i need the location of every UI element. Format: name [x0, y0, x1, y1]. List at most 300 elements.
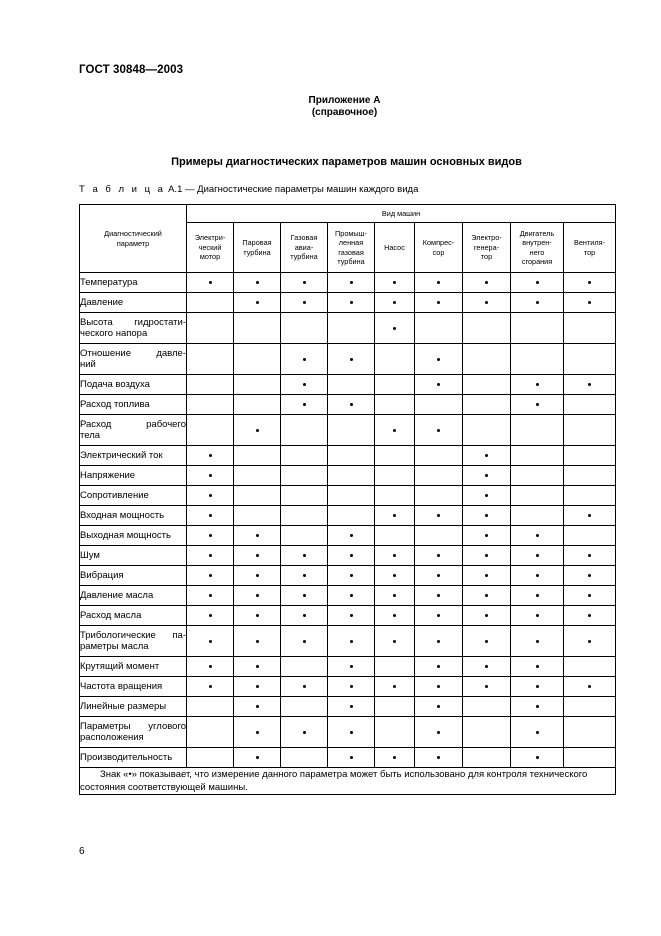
mark-cell [187, 313, 234, 344]
mark-cell [375, 293, 415, 313]
mark-cell [375, 506, 415, 526]
mark-cell [234, 657, 281, 677]
mark-cell [281, 273, 328, 293]
bullet-mark-icon [256, 665, 259, 668]
parameter-line: расположения [80, 732, 144, 743]
parameter-line: Вибрация [80, 570, 124, 581]
bullet-mark-icon [256, 554, 259, 557]
mark-cell [187, 748, 234, 768]
mark-cell [463, 395, 511, 415]
mark-cell [463, 546, 511, 566]
mark-cell [564, 606, 616, 626]
mark-cell [281, 446, 328, 466]
table-row [80, 717, 616, 748]
mark-cell [328, 657, 375, 677]
mark-cell [281, 586, 328, 606]
mark-cell [463, 486, 511, 506]
header-line: Электро- [471, 233, 502, 243]
mark-cell [375, 697, 415, 717]
bullet-mark-icon [393, 301, 396, 304]
machine-column-header [281, 223, 328, 273]
bullet-mark-icon [350, 685, 353, 688]
bullet-mark-icon [209, 281, 212, 284]
mark-cell [375, 344, 415, 375]
parameter-name [80, 546, 187, 566]
table-row [80, 293, 616, 313]
bullet-mark-icon [209, 594, 212, 597]
bullet-mark-icon [588, 594, 591, 597]
mark-cell [415, 697, 463, 717]
mark-cell [281, 697, 328, 717]
mark-cell [187, 566, 234, 586]
mark-cell [234, 293, 281, 313]
mark-cell [415, 748, 463, 768]
mark-cell [415, 526, 463, 546]
bullet-mark-icon [303, 685, 306, 688]
header-line: Компрес- [422, 238, 455, 247]
mark-cell [187, 375, 234, 395]
bullet-mark-icon [209, 640, 212, 643]
mark-cell [328, 466, 375, 486]
bullet-mark-icon [437, 640, 440, 643]
mark-cell [187, 466, 234, 486]
mark-cell [415, 657, 463, 677]
machine-column-header [463, 223, 511, 273]
mark-cell [463, 657, 511, 677]
mark-cell [234, 677, 281, 697]
mark-cell [328, 606, 375, 626]
bullet-mark-icon [437, 429, 440, 432]
parameter-line: Шум [80, 550, 100, 561]
bullet-mark-icon [303, 731, 306, 734]
bullet-mark-icon [588, 301, 591, 304]
parameter-line: Трибологические па- [80, 630, 186, 641]
mark-cell [187, 446, 234, 466]
table-row [80, 546, 616, 566]
parameter-line: тела [80, 430, 101, 441]
table-row [80, 697, 616, 717]
bullet-mark-icon [350, 574, 353, 577]
mark-cell [564, 293, 616, 313]
bullet-mark-icon [437, 705, 440, 708]
bullet-mark-icon [303, 383, 306, 386]
mark-cell [564, 586, 616, 606]
bullet-mark-icon [209, 685, 212, 688]
parameter-name [80, 273, 187, 293]
appendix-title: Приложение А [308, 95, 381, 106]
mark-cell [463, 273, 511, 293]
machine-column-header [375, 223, 415, 273]
bullet-mark-icon [485, 514, 488, 517]
mark-cell [463, 677, 511, 697]
bullet-mark-icon [393, 594, 396, 597]
parameter-line: ний [80, 359, 96, 370]
table-row [80, 486, 616, 506]
header-line: Двигатель [519, 228, 555, 238]
bullet-mark-icon [256, 705, 259, 708]
bullet-mark-icon [209, 574, 212, 577]
machine-column-header [415, 223, 463, 273]
parameter-line: Высота гидростати- [80, 317, 186, 328]
mark-cell [281, 466, 328, 486]
table-row [80, 677, 616, 697]
mark-cell [564, 546, 616, 566]
machine-column-header [564, 223, 616, 273]
bullet-mark-icon [588, 640, 591, 643]
bullet-mark-icon [256, 594, 259, 597]
bullet-mark-icon [256, 685, 259, 688]
bullet-mark-icon [393, 640, 396, 643]
table-row [80, 466, 616, 486]
bullet-mark-icon [209, 494, 212, 497]
bullet-mark-icon [437, 358, 440, 361]
bullet-mark-icon [485, 301, 488, 304]
parameters-table [79, 204, 616, 795]
caption-number: А.1 [168, 184, 183, 195]
mark-cell [463, 748, 511, 768]
mark-cell [187, 606, 234, 626]
bullet-mark-icon [303, 301, 306, 304]
mark-cell [187, 717, 234, 748]
header-line: авиа- [294, 242, 314, 252]
mark-cell [375, 395, 415, 415]
bullet-mark-icon [437, 665, 440, 668]
bullet-mark-icon [437, 301, 440, 304]
mark-cell [234, 626, 281, 657]
mark-cell [415, 717, 463, 748]
parameter-name [80, 748, 187, 768]
mark-cell [463, 566, 511, 586]
bullet-mark-icon [350, 731, 353, 734]
mark-cell [564, 506, 616, 526]
parameter-line: Крутящий момент [80, 661, 160, 672]
parameter-name [80, 626, 187, 657]
mark-cell [564, 748, 616, 768]
parameter-name [80, 466, 187, 486]
mark-cell [463, 586, 511, 606]
mark-cell [328, 526, 375, 546]
mark-cell [564, 486, 616, 506]
bullet-mark-icon [303, 614, 306, 617]
mark-cell [511, 526, 564, 546]
mark-cell [234, 606, 281, 626]
bullet-mark-icon [303, 640, 306, 643]
mark-cell [328, 486, 375, 506]
table-row [80, 446, 616, 466]
header-line: Диагностический [104, 229, 162, 238]
mark-cell [511, 273, 564, 293]
mark-cell [234, 566, 281, 586]
mark-cell [281, 506, 328, 526]
mark-cell [463, 606, 511, 626]
bullet-mark-icon [437, 574, 440, 577]
bullet-mark-icon [303, 403, 306, 406]
parameter-line: Давление масла [80, 590, 154, 601]
mark-cell [234, 466, 281, 486]
header-line: внутрен- [522, 238, 552, 247]
bullet-mark-icon [256, 614, 259, 617]
caption-prefix: Т а б л и ц а [79, 184, 166, 195]
mark-cell [328, 697, 375, 717]
mark-cell [564, 566, 616, 586]
mark-cell [415, 606, 463, 626]
parameter-line: Давление [80, 297, 124, 308]
bullet-mark-icon [350, 358, 353, 361]
mark-cell [511, 626, 564, 657]
bullet-mark-icon [393, 429, 396, 432]
mark-cell [328, 677, 375, 697]
header-line: Газовая [290, 233, 318, 243]
mark-cell [234, 748, 281, 768]
mark-cell [511, 375, 564, 395]
mark-cell [281, 748, 328, 768]
bullet-mark-icon [393, 574, 396, 577]
mark-cell [463, 697, 511, 717]
parameter-line: Выходная мощность [80, 530, 171, 541]
mark-cell [281, 486, 328, 506]
mark-cell [564, 657, 616, 677]
mark-cell [415, 344, 463, 375]
bullet-mark-icon [350, 705, 353, 708]
parameter-line: Расход рабочего [80, 419, 186, 430]
mark-cell [328, 344, 375, 375]
mark-cell [375, 313, 415, 344]
bullet-mark-icon [350, 594, 353, 597]
bullet-mark-icon [209, 474, 212, 477]
table-caption [79, 184, 418, 195]
mark-cell [463, 375, 511, 395]
mark-cell [281, 717, 328, 748]
header-line: параметр [116, 238, 150, 248]
bullet-mark-icon [393, 514, 396, 517]
mark-cell [511, 395, 564, 415]
header-line: тор [583, 247, 596, 257]
mark-cell [328, 293, 375, 313]
parameter-name [80, 313, 187, 344]
parameter-name [80, 677, 187, 697]
bullet-mark-icon [437, 756, 440, 759]
header-line: турбина [243, 247, 271, 257]
parameter-name [80, 657, 187, 677]
bullet-mark-icon [536, 534, 539, 537]
header-line: Промыш- [335, 228, 367, 238]
parameter-name [80, 717, 187, 748]
mark-cell [511, 586, 564, 606]
mark-cell [375, 546, 415, 566]
mark-cell [564, 313, 616, 344]
bullet-mark-icon [485, 640, 488, 643]
bullet-mark-icon [437, 614, 440, 617]
mark-cell [187, 506, 234, 526]
bullet-mark-icon [437, 685, 440, 688]
mark-cell [234, 486, 281, 506]
bullet-mark-icon [256, 429, 259, 432]
mark-cell [281, 375, 328, 395]
mark-cell [564, 677, 616, 697]
parameter-name [80, 486, 187, 506]
mark-cell [328, 748, 375, 768]
bullet-mark-icon [536, 614, 539, 617]
mark-cell [328, 566, 375, 586]
bullet-mark-icon [350, 301, 353, 304]
mark-cell [234, 344, 281, 375]
mark-cell [281, 566, 328, 586]
mark-cell [187, 526, 234, 546]
bullet-mark-icon [588, 514, 591, 517]
table-row [80, 415, 616, 446]
bullet-mark-icon [350, 281, 353, 284]
table-row [80, 606, 616, 626]
bullet-mark-icon [437, 514, 440, 517]
note-text: Знак «•» показывает, что измерение данного параметра может быть использовано для контроля технического состояния соответствующей машины. [80, 769, 588, 793]
mark-cell [234, 586, 281, 606]
mark-cell [564, 626, 616, 657]
mark-cell [187, 546, 234, 566]
mark-cell [415, 506, 463, 526]
bullet-mark-icon [536, 685, 539, 688]
bullet-mark-icon [485, 665, 488, 668]
bullet-mark-icon [209, 514, 212, 517]
mark-cell [187, 293, 234, 313]
mark-cell [187, 677, 234, 697]
mark-cell [187, 657, 234, 677]
header-line: ленная [338, 238, 364, 247]
table-row [80, 526, 616, 546]
mark-cell [564, 446, 616, 466]
header-line: газовая [338, 247, 364, 257]
param-column-header [80, 205, 187, 273]
mark-cell [234, 446, 281, 466]
header-line: турбина [337, 257, 365, 266]
parameter-line: Входная мощность [80, 510, 165, 521]
mark-cell [511, 293, 564, 313]
bullet-mark-icon [485, 454, 488, 457]
table-row [80, 395, 616, 415]
bullet-mark-icon [437, 281, 440, 284]
mark-cell [281, 395, 328, 415]
page-number: 6 [79, 846, 85, 857]
header-line: генера- [473, 242, 500, 252]
mark-cell [281, 546, 328, 566]
mark-cell [328, 586, 375, 606]
bullet-mark-icon [485, 494, 488, 497]
mark-cell [328, 446, 375, 466]
bullet-mark-icon [350, 403, 353, 406]
mark-cell [511, 657, 564, 677]
mark-cell [281, 606, 328, 626]
bullet-mark-icon [536, 301, 539, 304]
mark-cell [511, 344, 564, 375]
mark-cell [187, 486, 234, 506]
mark-cell [564, 526, 616, 546]
mark-cell [281, 313, 328, 344]
parameter-name [80, 293, 187, 313]
mark-cell [187, 273, 234, 293]
table-row [80, 748, 616, 768]
parameter-line: Параметры углового [80, 721, 186, 732]
mark-cell [234, 375, 281, 395]
document-title: Примеры диагностических параметров машин основных видов [171, 156, 522, 168]
bullet-mark-icon [256, 731, 259, 734]
mark-cell [328, 506, 375, 526]
bullet-mark-icon [350, 554, 353, 557]
mark-cell [415, 546, 463, 566]
standard-header: ГОСТ 30848—2003 [79, 64, 184, 76]
bullet-mark-icon [536, 731, 539, 734]
mark-cell [187, 586, 234, 606]
table-row [80, 375, 616, 395]
mark-cell [564, 344, 616, 375]
parameter-line: Отношение давле- [80, 348, 186, 359]
machine-column-header [328, 223, 375, 273]
caption-text: — Диагностические параметры машин каждого вида [182, 184, 419, 195]
mark-cell [415, 626, 463, 657]
mark-cell [511, 606, 564, 626]
bullet-mark-icon [303, 281, 306, 284]
machine-column-header [234, 223, 281, 273]
bullet-mark-icon [256, 534, 259, 537]
parameter-name [80, 566, 187, 586]
mark-cell [511, 415, 564, 446]
bullet-mark-icon [485, 685, 488, 688]
appendix-heading [0, 95, 661, 119]
bullet-mark-icon [588, 281, 591, 284]
bullet-mark-icon [393, 327, 396, 330]
mark-cell [564, 697, 616, 717]
mark-cell [375, 657, 415, 677]
mark-cell [375, 626, 415, 657]
bullet-mark-icon [485, 534, 488, 537]
mark-cell [281, 344, 328, 375]
parameter-line: раметры масла [80, 641, 149, 652]
mark-cell [375, 677, 415, 697]
mark-cell [234, 395, 281, 415]
mark-cell [234, 273, 281, 293]
mark-cell [511, 466, 564, 486]
parameter-line: Частота вращения [80, 681, 163, 692]
mark-cell [234, 717, 281, 748]
mark-cell [415, 293, 463, 313]
parameter-line: Производительность [80, 752, 173, 763]
bullet-mark-icon [350, 756, 353, 759]
bullet-mark-icon [536, 383, 539, 386]
mark-cell [328, 546, 375, 566]
mark-cell [234, 415, 281, 446]
mark-cell [187, 415, 234, 446]
bullet-mark-icon [303, 574, 306, 577]
bullet-mark-icon [485, 574, 488, 577]
mark-cell [328, 717, 375, 748]
mark-cell [415, 313, 463, 344]
parameter-line: ческого напора [80, 328, 148, 339]
bullet-mark-icon [485, 594, 488, 597]
mark-cell [415, 566, 463, 586]
parameter-name [80, 526, 187, 546]
mark-cell [415, 466, 463, 486]
parameter-line: Сопротивление [80, 490, 149, 501]
mark-cell [511, 313, 564, 344]
table-row [80, 344, 616, 375]
mark-cell [511, 446, 564, 466]
bullet-mark-icon [209, 454, 212, 457]
mark-cell [564, 466, 616, 486]
mark-cell [511, 486, 564, 506]
bullet-mark-icon [536, 756, 539, 759]
bullet-mark-icon [256, 640, 259, 643]
header-line: сгорания [521, 257, 553, 266]
bullet-mark-icon [588, 614, 591, 617]
header-line: ческий [198, 242, 222, 252]
